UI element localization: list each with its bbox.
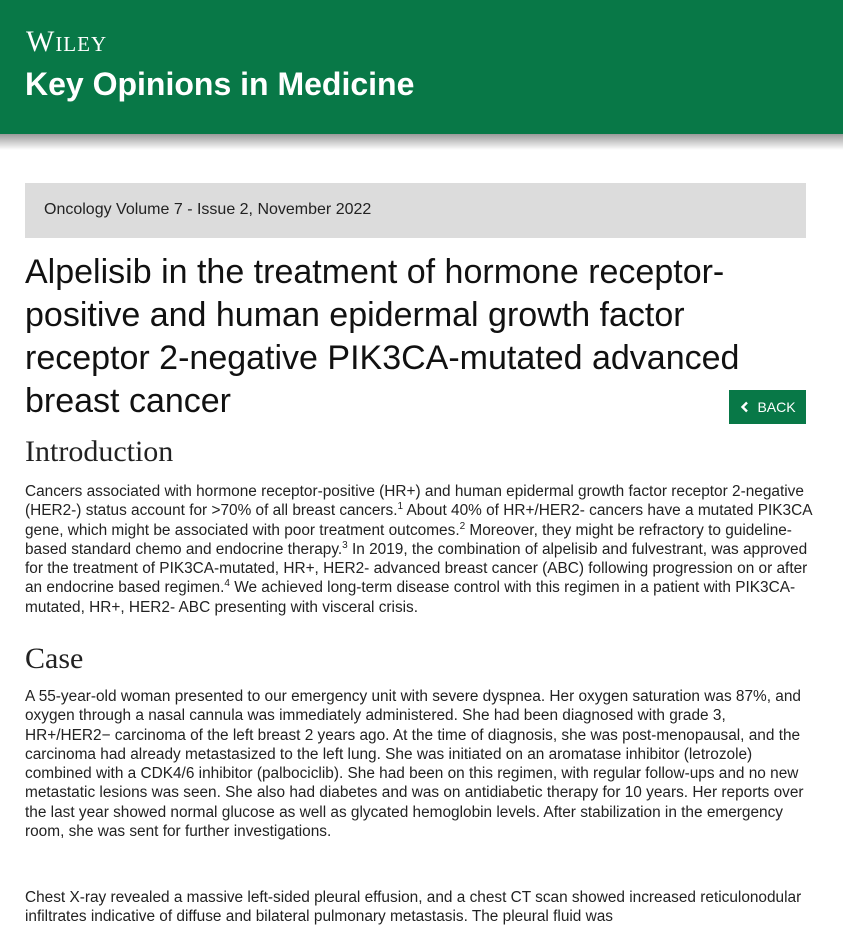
section-heading-case: Case [25,642,84,675]
header-shadow [0,134,843,150]
intro-text-3: Moreover, they might be refractory to guideline-based standard chemo and endocrine therapy. [25,521,792,558]
section-heading-introduction: Introduction [25,435,174,468]
reference-1[interactable]: 1 [397,501,404,513]
publication-title[interactable]: Key Opinions in Medicine [25,66,415,102]
intro-text-1: Cancers associated with hormone receptor-positive (HR+) and human epidermal growth factor receptor 2-negative (HER2-) status account for >70% of all breast cancers. [25,483,804,520]
intro-text-4: In 2019, the combination of alpelisib and fulvestrant, was approved for the treatment of PIK3CA-mutated, HR+, HER2- advanced breast cancer (ABC) following progression on or after an endocrine based regimen. [25,540,808,597]
intro-text-5: We achieved long-term disease control with this regimen in a patient with PIK3CA-mutated, HR+, HER2- ABC presenting with visceral crisis. [25,579,796,616]
site-header [0,0,843,134]
back-button-label: BACK [757,399,796,415]
chevron-left-icon [739,401,751,413]
back-button[interactable] [729,390,806,424]
article-title: Alpelisib in the treatment of hormone receptor-positive and human epidermal growth factor receptor 2-negative PIK3CA-mutated advanced breast cancer [25,253,740,420]
issue-banner [25,183,806,238]
brand-logo[interactable]: Wiley [26,25,108,58]
introduction-paragraph [25,482,815,617]
case-paragraph-1: A 55-year-old woman presented to our emergency unit with severe dyspnea. Her oxygen saturation was 87%, and oxygen through a nasal cannula was immediately administered. She had been diagnosed with grade 3, HR+/HER2− carcinoma of the left breast 2 years ago. At the time of diagnosis, she was post-menopausal, and the carcinoma had already metastasized to the left lung. She was initiated on an aromatase inhibitor (letrozole) combined with a CDK4/6 inhibitor (palbociclib). She had been on this regimen, with regular follow-ups and no new metastatic lesions was seen. She also had diabetes and was on antidiabetic therapy for 10 years. Her reports over the last year showed normal glucose as well as glycated hemoglobin levels. After stabilization in the emergency room, she was sent for further investigations. [25,688,804,841]
reference-3[interactable]: 3 [342,539,348,551]
issue-label: Oncology Volume 7 - Issue 2, November 2022 [44,201,372,218]
case-paragraph-2: Chest X-ray revealed a massive left-sided pleural effusion, and a chest CT scan showed increased reticulonodular infiltrates indicative of diffuse and bilateral pulmonary metastasis. The pleural fluid was [25,889,802,926]
intro-text-2: About 40% of HR+/HER2- cancers have a mutated PIK3CA gene, which might be associated with poor treatment outcomes. [25,502,812,539]
reference-2[interactable]: 2 [459,520,466,532]
reference-4[interactable]: 4 [224,578,230,590]
